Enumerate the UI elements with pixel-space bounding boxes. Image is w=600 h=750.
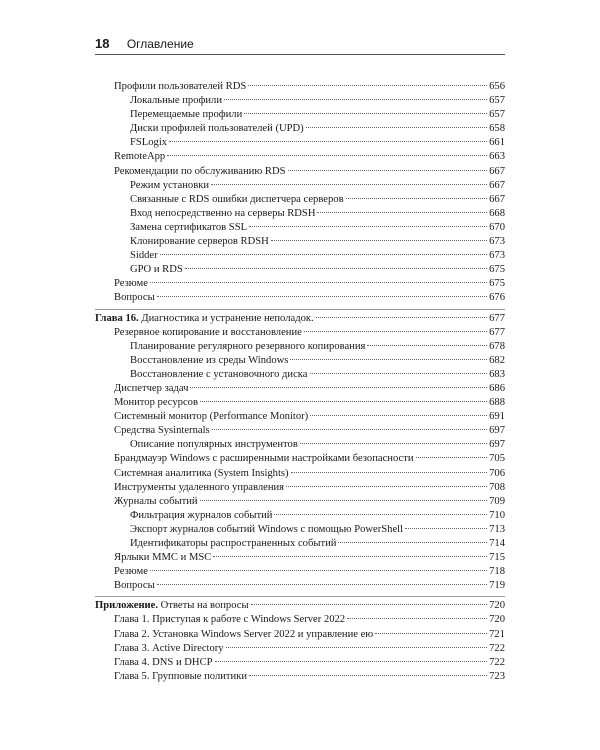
toc-chapter-entry[interactable] <box>95 312 505 326</box>
section-divider <box>95 596 505 597</box>
toc-entry[interactable] <box>95 642 505 656</box>
toc-page-number: 718 <box>489 566 505 578</box>
toc-entry-label <box>130 249 158 263</box>
toc-entry-label <box>130 179 209 193</box>
toc-entry-title: Планирование регулярного резервного копирования <box>130 340 366 352</box>
toc-entry-label <box>114 396 198 410</box>
dot-leader <box>211 184 487 185</box>
toc-entry-title: Системный монитор (Performance Monitor) <box>114 411 309 423</box>
toc-chapter-number: Приложение. <box>95 600 159 612</box>
dot-leader <box>367 345 487 346</box>
toc-entry-title: Вопросы <box>114 292 155 304</box>
toc-entry[interactable] <box>95 565 505 579</box>
toc-entry-label <box>130 438 298 452</box>
toc-entry[interactable] <box>95 579 505 593</box>
page-number: 18 <box>95 36 110 51</box>
toc-entry-label <box>114 565 148 579</box>
dot-leader <box>338 542 487 543</box>
toc-entry-title: Восстановление с установочного диска <box>130 368 308 380</box>
dot-leader <box>288 170 488 171</box>
toc-page-number: 658 <box>489 123 505 135</box>
toc-entry-title: Вопросы <box>114 580 155 592</box>
toc-entry[interactable] <box>95 94 505 108</box>
dot-leader <box>157 584 487 585</box>
toc-entry-title: Инструменты удаленного управления <box>114 481 285 493</box>
toc-entry[interactable] <box>95 368 505 382</box>
dot-leader <box>213 556 487 557</box>
toc-entry-label <box>95 312 314 326</box>
toc-chapter-number: Глава 16. <box>95 312 139 324</box>
toc-entry-title: Восстановление из среды Windows <box>130 354 289 366</box>
toc-entry-label <box>114 424 210 438</box>
toc-entry-title: Клонирование серверов RDSH <box>130 236 269 248</box>
toc-entry-label <box>114 579 155 593</box>
toc-entry[interactable] <box>95 122 505 136</box>
toc-entry-label <box>130 537 336 551</box>
toc-entry-title: Монитор ресурсов <box>114 397 198 409</box>
toc-page-number: 676 <box>489 292 505 304</box>
toc-entry-label <box>130 136 167 150</box>
toc-page-number: 705 <box>489 453 505 465</box>
dot-leader <box>215 661 488 662</box>
toc-page-number: 667 <box>489 193 505 205</box>
toc-entry-label <box>114 277 148 291</box>
dot-leader <box>249 226 487 227</box>
toc-entry-label <box>130 221 247 235</box>
toc-entry[interactable] <box>95 179 505 193</box>
toc-entry-title: Системная аналитика (System Insights) <box>114 467 289 479</box>
dot-leader <box>291 472 488 473</box>
toc-entry[interactable] <box>95 495 505 509</box>
toc-page-number: 670 <box>489 221 505 233</box>
toc-entry-label <box>95 599 249 613</box>
toc-entry-title: Диспетчер задач <box>114 382 189 394</box>
toc-page-number: 697 <box>489 439 505 451</box>
toc-entry-title: Идентификаторы распространенных событий <box>130 538 337 549</box>
toc-entry[interactable] <box>95 509 505 523</box>
toc-entry[interactable] <box>95 537 505 551</box>
toc-entry-title: Диски профилей пользователей (UPD) <box>130 123 304 135</box>
toc-entry-title: Резюме <box>114 278 148 290</box>
toc-page-number: 722 <box>489 642 505 654</box>
toc-entry-title: Глава 4. DNS и DHCP <box>114 656 213 668</box>
toc-entry[interactable] <box>95 80 505 94</box>
toc-entry[interactable] <box>95 656 505 670</box>
toc-entry-label <box>130 108 242 122</box>
running-title: Оглавление <box>126 37 194 51</box>
toc-entry[interactable] <box>95 136 505 150</box>
toc-entry-label <box>114 80 246 94</box>
toc-page-number: 661 <box>489 137 505 149</box>
dot-leader <box>185 268 487 269</box>
toc-page-number: 686 <box>489 382 505 394</box>
dot-leader <box>226 647 488 648</box>
toc-entry-title: Перемещаемые профили <box>130 109 243 121</box>
toc-entry-label <box>114 382 188 396</box>
toc-entry[interactable] <box>95 277 505 291</box>
toc-entry[interactable] <box>95 424 505 438</box>
toc-entry-label <box>114 495 198 509</box>
toc-page-number: 706 <box>489 467 505 479</box>
dot-leader <box>190 387 487 388</box>
dot-leader <box>249 675 487 676</box>
toc-page-number: 708 <box>489 481 505 493</box>
toc-entry-title: Рекомендации по обслуживанию RDS <box>114 165 286 177</box>
toc-entry-title: Фильтрация журналов событий <box>130 509 273 521</box>
toc-entry[interactable] <box>95 150 505 164</box>
toc-page-number: 657 <box>489 109 505 121</box>
table-of-contents <box>95 80 505 684</box>
toc-entry[interactable] <box>95 165 505 179</box>
toc-entry-title: Замена сертификатов SSL <box>130 221 248 233</box>
toc-entry-label <box>114 551 211 565</box>
dot-leader <box>347 618 487 619</box>
toc-entry-title: Глава 1. Приступая к работе с Windows Server 2022 <box>114 614 346 626</box>
toc-page-number: 683 <box>489 368 505 380</box>
toc-entry-label <box>130 263 183 277</box>
toc-entry-label <box>114 291 155 305</box>
toc-entry[interactable] <box>95 670 505 684</box>
toc-entry[interactable] <box>95 551 505 565</box>
dot-leader <box>310 415 487 416</box>
toc-entry[interactable] <box>95 354 505 368</box>
toc-entry-label <box>130 207 315 221</box>
dot-leader <box>405 528 487 529</box>
dot-leader <box>286 486 487 487</box>
toc-page-number: 688 <box>489 397 505 409</box>
toc-entry-title: Режим установки <box>130 179 210 191</box>
toc-entry-title: Sidder <box>130 250 158 262</box>
toc-entry[interactable] <box>95 613 505 627</box>
toc-entry-label <box>114 642 224 656</box>
toc-page-number: 721 <box>489 628 505 640</box>
toc-entry-title: Локальные профили <box>130 95 223 107</box>
toc-entry-label <box>130 122 304 136</box>
toc-page-number: 714 <box>489 538 505 549</box>
toc-page-number: 677 <box>489 312 505 324</box>
toc-page-number: 677 <box>489 326 505 338</box>
toc-entry[interactable] <box>95 396 505 410</box>
toc-page-number: 709 <box>489 495 505 507</box>
toc-entry-label <box>114 150 165 164</box>
toc-page-number: 667 <box>489 179 505 191</box>
dot-leader <box>271 240 487 241</box>
toc-page-number: 667 <box>489 165 505 177</box>
toc-entry-label <box>114 670 247 684</box>
dot-leader <box>304 331 487 332</box>
toc-entry-label <box>130 354 288 368</box>
dot-leader <box>274 514 487 515</box>
dot-leader <box>317 212 487 213</box>
toc-entry[interactable] <box>95 467 505 481</box>
toc-page-number: 715 <box>489 552 505 564</box>
dot-leader <box>160 254 487 255</box>
toc-page-number: 673 <box>489 236 505 248</box>
section-divider <box>95 309 505 310</box>
toc-entry-title: Средства Sysinternals <box>114 425 210 437</box>
toc-entry-title: GPO и RDS <box>130 264 183 276</box>
toc-entry-label <box>130 509 272 523</box>
toc-page-number: 722 <box>489 656 505 668</box>
toc-entry-title: Ответы на вопросы <box>160 600 249 612</box>
toc-entry-label <box>130 94 222 108</box>
toc-entry[interactable] <box>95 326 505 340</box>
toc-entry[interactable] <box>95 193 505 207</box>
toc-page-number: 678 <box>489 340 505 352</box>
dot-leader <box>416 457 488 458</box>
dot-leader <box>224 99 487 100</box>
toc-entry-title: Глава 5. Групповые политики <box>114 670 248 682</box>
dot-leader <box>200 401 487 402</box>
toc-page-number: 675 <box>489 278 505 290</box>
dot-leader <box>248 85 487 86</box>
dot-leader <box>251 604 488 605</box>
dot-leader <box>346 198 488 199</box>
toc-page-number: 710 <box>489 509 505 521</box>
toc-entry[interactable] <box>95 628 505 642</box>
toc-entry-label <box>130 235 269 249</box>
toc-page-number: 668 <box>489 207 505 219</box>
toc-page-number: 673 <box>489 250 505 262</box>
toc-entry-label <box>114 656 213 670</box>
toc-entry[interactable] <box>95 207 505 221</box>
dot-leader <box>316 317 487 318</box>
toc-page-number: 719 <box>489 580 505 592</box>
toc-chapter-entry[interactable] <box>95 599 505 613</box>
dot-leader <box>167 155 487 156</box>
toc-entry-label <box>130 523 403 537</box>
toc-entry-label <box>114 326 302 340</box>
toc-entry[interactable] <box>95 108 505 122</box>
toc-entry[interactable] <box>95 523 505 537</box>
toc-page-number: 657 <box>489 95 505 107</box>
toc-entry-title: Описание популярных инструментов <box>130 439 298 451</box>
toc-entry-title: Брандмауэр Windows с расширенными настройками безопасности <box>114 453 414 465</box>
toc-page-number: 691 <box>489 411 505 423</box>
toc-entry-label <box>114 481 284 495</box>
toc-page-number: 656 <box>489 81 505 92</box>
toc-entry[interactable] <box>95 382 505 396</box>
toc-entry[interactable] <box>95 410 505 424</box>
toc-entry[interactable] <box>95 481 505 495</box>
toc-page-number: 697 <box>489 425 505 437</box>
toc-entry-title: Ярлыки MMC и MSC <box>114 552 212 564</box>
toc-page-number: 720 <box>489 600 505 612</box>
toc-entry[interactable] <box>95 263 505 277</box>
dot-leader <box>150 570 487 571</box>
toc-entry[interactable] <box>95 221 505 235</box>
toc-entry-label <box>130 193 344 207</box>
toc-page-number: 720 <box>489 614 505 626</box>
toc-entry[interactable] <box>95 291 505 305</box>
dot-leader <box>300 443 487 444</box>
toc-entry-title: Профили пользователей RDS <box>114 81 247 92</box>
running-header <box>95 36 505 55</box>
dot-leader <box>169 141 487 142</box>
toc-entry[interactable] <box>95 452 505 466</box>
toc-entry-title: FSLogix <box>130 137 168 149</box>
toc-entry-title: Экспорт журналов событий Windows с помощью PowerShell <box>130 523 404 535</box>
toc-entry[interactable] <box>95 438 505 452</box>
toc-page-number: 723 <box>489 670 505 682</box>
dot-leader <box>244 113 487 114</box>
toc-entry-title: Глава 2. Установка Windows Server 2022 и управление ею <box>114 628 374 640</box>
toc-entry-title: Диагностика и устранение неполадок. <box>141 312 314 324</box>
toc-entry-title: Связанные с RDS ошибки диспетчера серверов <box>130 193 344 205</box>
toc-page-number: 713 <box>489 523 505 535</box>
toc-entry-label <box>114 165 286 179</box>
toc-page-number: 675 <box>489 264 505 276</box>
dot-leader <box>375 633 487 634</box>
toc-entry-label <box>114 410 308 424</box>
toc-entry[interactable] <box>95 340 505 354</box>
toc-entry-title: Вход непосредственно на серверы RDSH <box>130 207 316 219</box>
dot-leader <box>306 127 487 128</box>
toc-entry-label <box>114 452 414 466</box>
dot-leader <box>157 296 487 297</box>
toc-entry[interactable] <box>95 235 505 249</box>
toc-page-number: 682 <box>489 354 505 366</box>
dot-leader <box>150 282 487 283</box>
toc-entry-label <box>130 340 365 354</box>
toc-entry[interactable] <box>95 249 505 263</box>
dot-leader <box>310 373 488 374</box>
toc-entry-label <box>114 628 373 642</box>
toc-page-number: 663 <box>489 151 505 163</box>
toc-entry-label <box>114 467 289 481</box>
toc-entry-label <box>114 613 345 627</box>
toc-entry-label <box>130 368 308 382</box>
toc-entry-title: Резервное копирование и восстановление <box>114 326 302 338</box>
toc-entry-title: RemoteApp <box>114 151 166 163</box>
dot-leader <box>212 429 487 430</box>
toc-entry-title: Журналы событий <box>114 495 198 507</box>
dot-leader <box>290 359 487 360</box>
toc-entry-title: Глава 3. Active Directory <box>114 642 224 654</box>
toc-entry-title: Резюме <box>114 566 148 578</box>
dot-leader <box>200 500 488 501</box>
